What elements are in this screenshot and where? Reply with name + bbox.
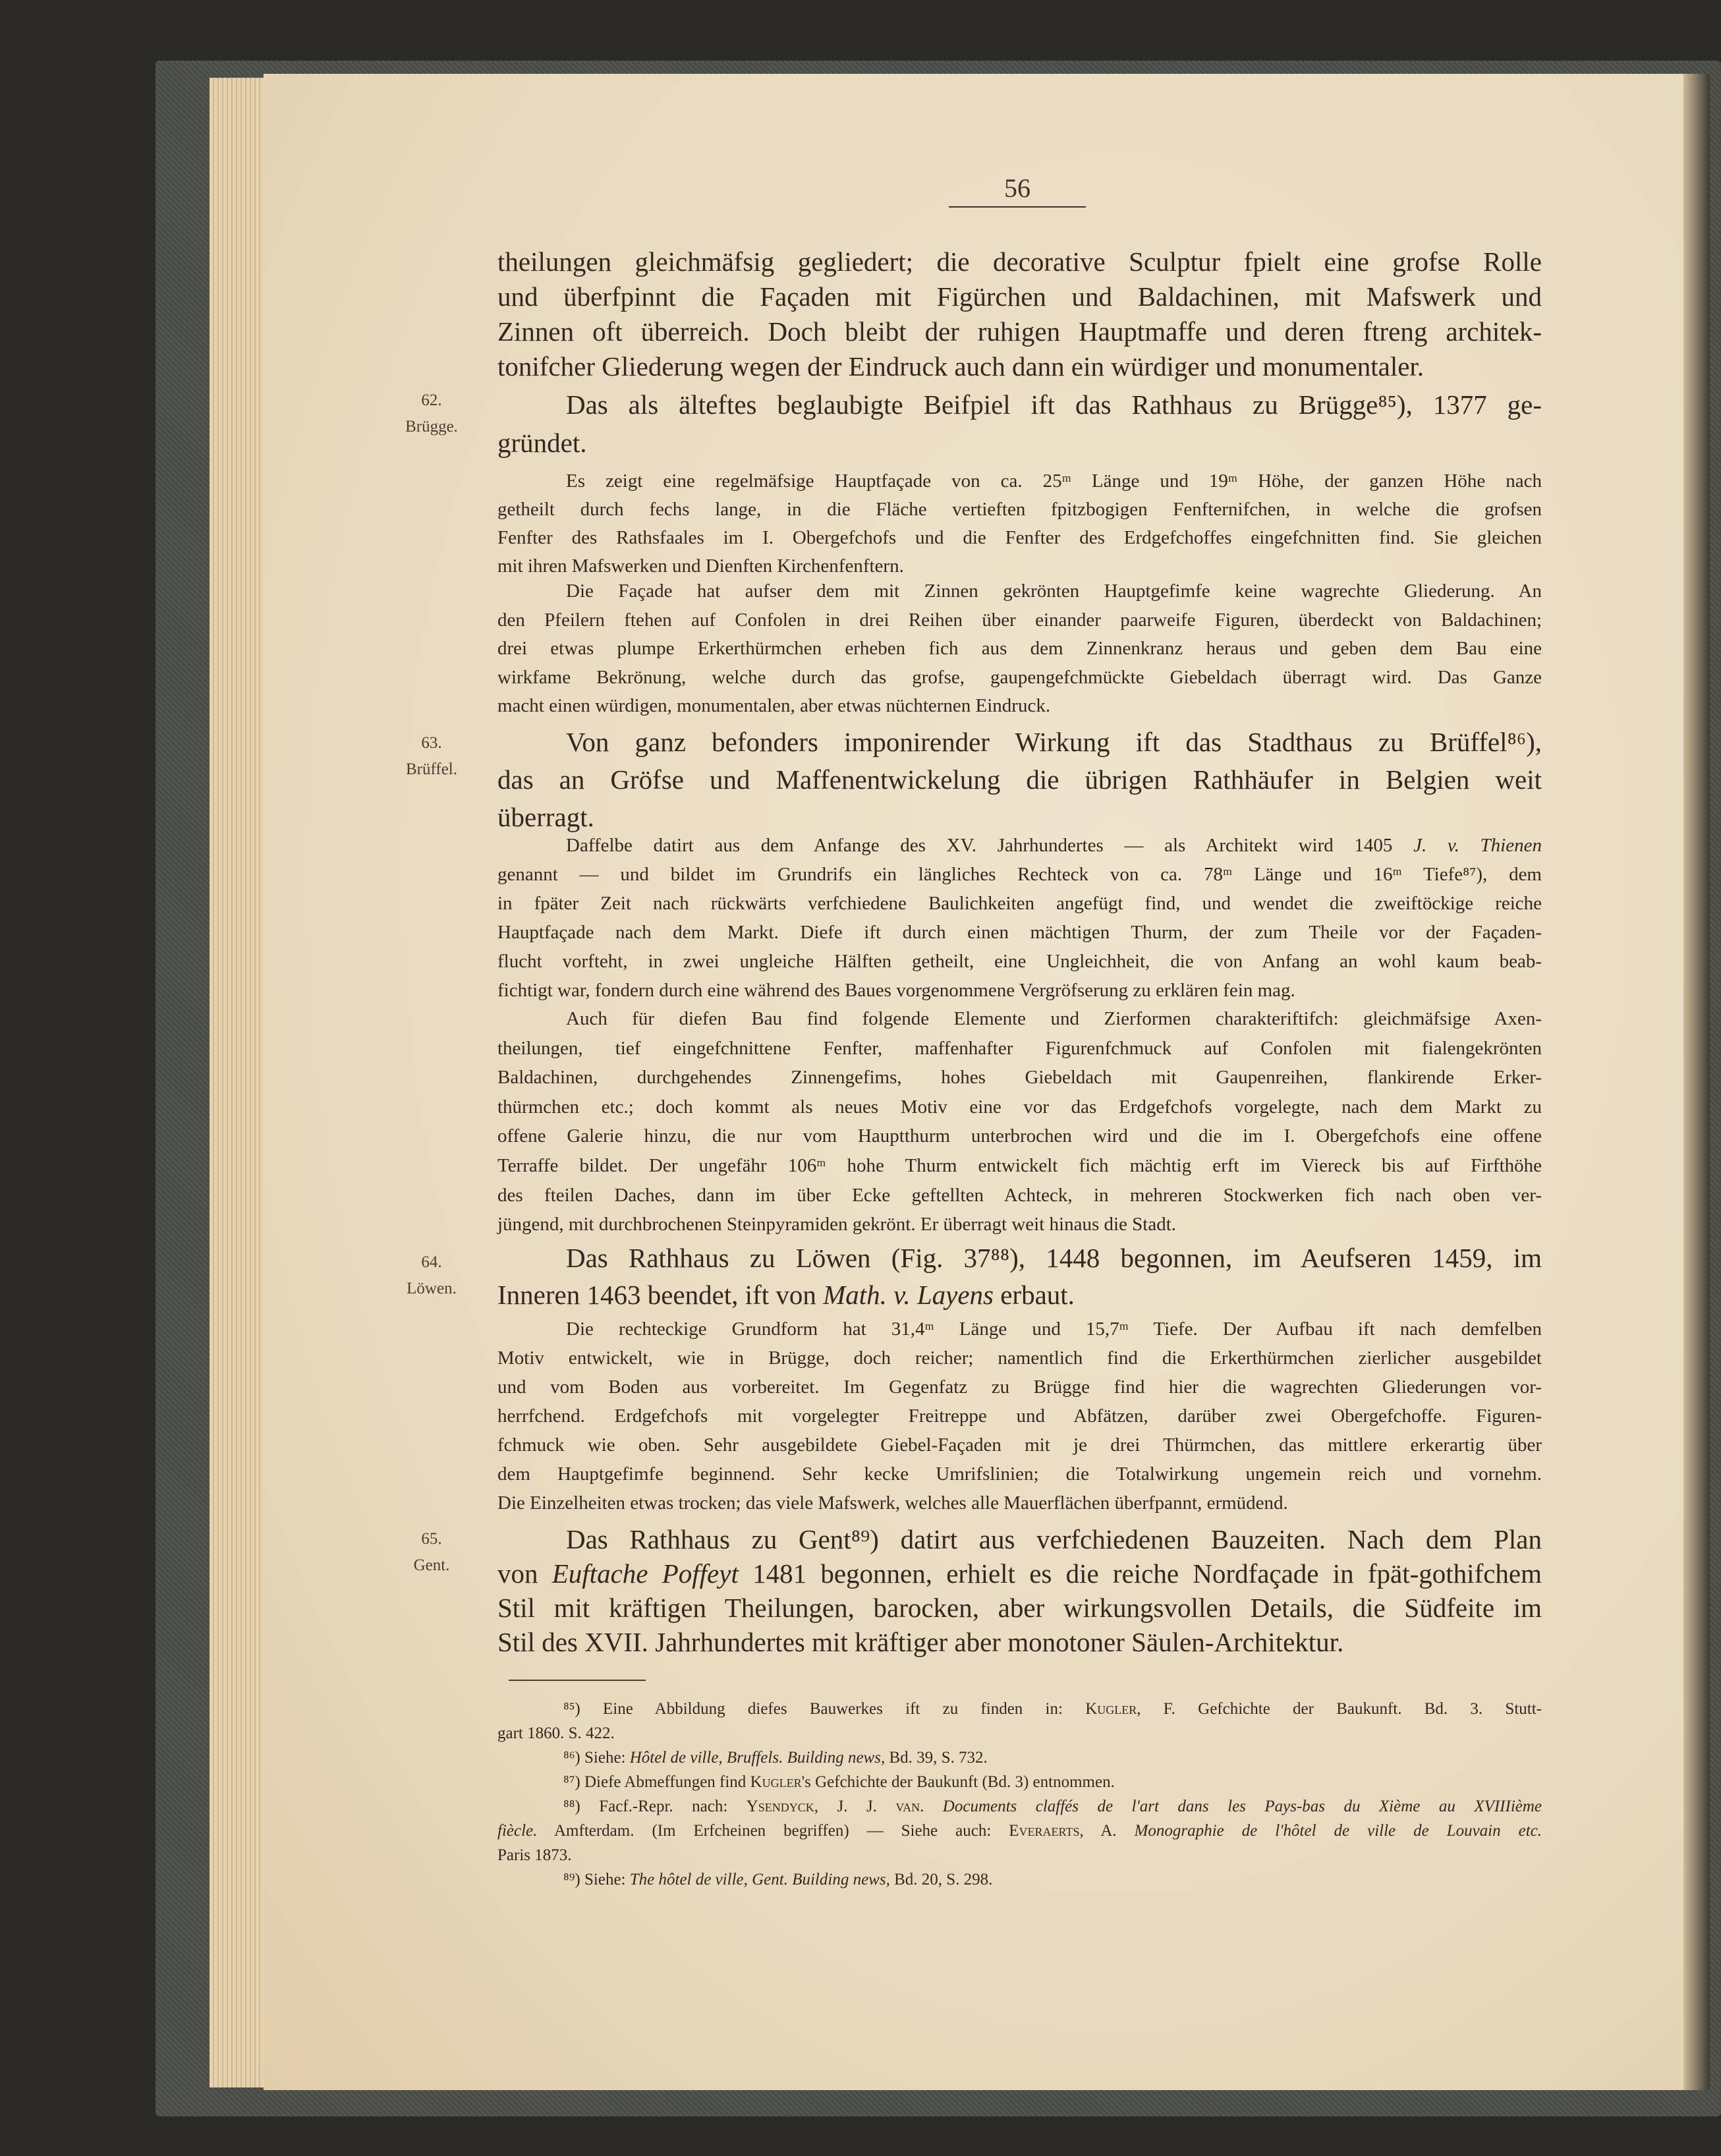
text-line: Von ganz befonders imponirender Wirkung ift das Stadthaus zu Brüffel⁸⁶),	[566, 727, 1542, 757]
text-line: und überfpinnt die Façaden mit Figürchen und Baldachinen, mit Mafswerk und	[497, 281, 1542, 312]
text-line: den Pfeilern ftehen auf Confolen in drei Reihen über einander paarweife Figuren, überdeckt von Baldachinen;	[497, 609, 1542, 631]
text-segment: , A.	[1079, 1822, 1135, 1840]
footnote-line	[497, 1794, 1542, 1819]
text-segment: Amfterdam. (Im Erfcheinen begriffen) — Siehe auch:	[537, 1822, 1009, 1840]
text-line: Die rechteckige Grundform hat 31,4ᵐ Länge und 15,7ᵐ Tiefe. Der Aufbau ift nach demfelben	[566, 1319, 1542, 1340]
margin-note-brugge	[382, 387, 481, 440]
margin-note-label: Brüffel.	[406, 760, 457, 778]
text-line: Hauptfaçade nach dem Markt. Diefe ift durch einen mächtigen Thurm, der zum Theile vor der Façaden-	[497, 922, 1542, 943]
text-line: Motiv entwickelt, wie in Brügge, doch reicher; namentlich find die Erkerthürmchen zierlicher ausgebildet	[497, 1348, 1542, 1369]
margin-note-label: Brügge.	[405, 418, 458, 436]
text-line: genannt — und bildet im Grundrifs ein längliches Rechteck von ca. 78ᵐ Länge und 16ᵐ Tiefe⁸⁷), dem	[497, 864, 1542, 885]
text-line: Das Rathhaus zu Gent⁸⁹) datirt aus verfchiedenen Bauzeiten. Nach dem Plan	[566, 1524, 1542, 1554]
text-line: Stil des XVII. Jahrhundertes mit kräftiger aber monotoner Säulen-Architektur.	[497, 1627, 1344, 1657]
footnote-line: Paris 1873.	[497, 1846, 572, 1864]
text-segment: ⁸⁹) Siehe:	[563, 1871, 630, 1888]
text-segment: ⁸⁷) Diefe Abmeffungen find	[563, 1773, 750, 1791]
italic-text: Monographie de l'hôtel de ville de Louvain etc.	[1134, 1822, 1542, 1840]
margin-note-number: 64.	[421, 1253, 442, 1271]
italic-text: Hôtel de ville, Bruffels. Building news,	[629, 1749, 886, 1767]
text-line: in fpäter Zeit nach rückwärts verfchiedene Baulichkeiten angefügt find, und wendet die zweiftöckige reiche	[497, 893, 1542, 914]
text-line: herrfchend. Erdgefchofs mit vorgelegter Freitreppe und Abfätzen, darüber zwei Obergefchoffe. Figuren-	[497, 1405, 1542, 1427]
paragraph-brugge-detail-1	[497, 467, 1542, 581]
text-line: das an Gröfse und Maffenentwickelung die übrigen Rathhäufer in Belgien weit	[497, 764, 1542, 795]
text-line: thürmchen etc.; doch kommt als neues Motiv eine vor das Erdgefchofs vorgelegte, nach dem Markt zu	[497, 1096, 1542, 1118]
italic-text: J. v. Thienen	[1413, 835, 1542, 856]
footnote-line	[497, 1697, 1542, 1721]
text-line: flucht vorfteht, in zwei ungleiche Hälften getheilt, eine Ungleichheit, die von Anfang an wohl kaum beab-	[497, 951, 1542, 972]
margin-note-number: 65.	[421, 1530, 442, 1548]
text-segment: Bd. 39, S. 732.	[885, 1749, 988, 1767]
text-segment: .	[920, 1798, 943, 1815]
text-line: macht einen würdigen, monumentalen, aber etwas nüchternen Eindruck.	[497, 695, 1051, 716]
italic-text: Documents claffés de l'art dans les Pays-bas du Xième au XVIIIième	[942, 1798, 1542, 1815]
text-line: mit ihren Mafswerken und Dienften Kirchenfenftern.	[497, 555, 904, 577]
paragraph-intro	[497, 244, 1542, 384]
text-line	[497, 1276, 1542, 1313]
text-line: Fenfter des Rathsfaales im I. Obergefchofs und die Fenfter des Erdgefchoffes eingefchnitten find. Sie gleichen	[497, 527, 1542, 548]
text-line: wirkfame Bekrönung, welche durch das grofse, gaupengefchmückte Giebeldach überragt wird. Das Ganze	[497, 666, 1542, 688]
paragraph-lowen-detail	[497, 1315, 1542, 1518]
text-segment: 1481 begonnen, erhielt es die reiche Nordfaçade in fpät-gothifchem	[738, 1558, 1542, 1589]
author-name: Kugler	[750, 1773, 802, 1791]
text-segment: erbaut.	[993, 1280, 1075, 1310]
text-line: theilungen, tief eingefchnittene Fenfter, maffenhafter Figurenfchmuck auf Confolen mit fialengekrönten	[497, 1037, 1542, 1059]
text-line: und vom Boden aus vorbereitet. Im Gegenfatz zu Brügge find hier die wagrechten Gliederungen vor-	[497, 1376, 1542, 1398]
text-line: fichtigt war, fondern durch eine während des Baues vorgenommene Vergröfserung zu erklären fein mag.	[497, 980, 1295, 1001]
text-segment: , F. Gefchichte der Baukunft. Bd. 3. Stutt-	[1137, 1700, 1542, 1718]
right-page-edge	[1683, 74, 1710, 2090]
text-line: Das als älteftes beglaubigte Beifpiel ift das Rathhaus zu Brügge⁸⁵), 1377 ge-	[566, 389, 1542, 420]
margin-note-label: Gent.	[413, 1556, 450, 1574]
text-line: Auch für diefen Bau find folgende Elemente und Zierformen charakteriftifch: gleichmäfsige Axen-	[566, 1008, 1542, 1029]
text-segment: ⁸⁵) Eine Abbildung diefes Bauwerkes ift zu finden in:	[563, 1700, 1086, 1718]
text-line: tonifcher Gliederung wegen der Eindruck auch dann ein würdiger und monumentaler.	[497, 351, 1425, 382]
paragraph-brugge-detail-2	[497, 577, 1542, 721]
text-line: Terraffe bildet. Der ungefähr 106ᵐ hohe Thurm entwickelt fich mächtig erft im Viereck bis auf Firfthöhe	[497, 1154, 1542, 1176]
text-line: Zinnen oft überreich. Doch bleibt der ruhigen Hauptmaffe und deren ftreng architek-	[497, 316, 1542, 347]
text-line: fchmuck wie oben. Sehr ausgebildete Giebel-Façaden mit je drei Thürmchen, das mittlere erkerartig über	[497, 1434, 1542, 1456]
text-segment: Bd. 20, S. 298.	[889, 1871, 993, 1888]
text-segment: Inneren 1463 beendet, ift von	[497, 1280, 824, 1310]
footnote-line	[497, 1745, 1542, 1770]
text-line: Baldachinen, durchgehendes Zinnengefims, hohes Giebeldach mit Gaupenreihen, flankirende Erker-	[497, 1067, 1542, 1089]
text-line: theilungen gleichmäfsig gegliedert; die decorative Sculptur fpielt eine grofse Rolle	[497, 246, 1542, 277]
italic-text: Euftache Poffeyt	[551, 1558, 739, 1589]
text-segment: ⁸⁶) Siehe:	[563, 1749, 630, 1767]
margin-note-lowen	[382, 1249, 481, 1302]
text-segment: , J. J.	[814, 1798, 896, 1815]
author-name: Everaerts	[1009, 1822, 1080, 1840]
text-line: Das Rathhaus zu Löwen (Fig. 37⁸⁸), 1448 begonnen, im Aeufseren 1459, im	[566, 1243, 1542, 1273]
margin-note-number: 63.	[421, 734, 442, 752]
italic-text: fiècle.	[497, 1822, 538, 1840]
author-name: Ysendyck	[746, 1798, 814, 1815]
text-line: gründet.	[497, 428, 587, 458]
text-line: jüngend, mit durchbrochenen Steinpyramiden gekrönt. Er überragt weit hinaus die Stadt.	[497, 1214, 1177, 1235]
author-name: van	[895, 1798, 920, 1815]
italic-text: The hôtel de ville, Gent. Building news,	[629, 1871, 890, 1888]
margin-note-label: Löwen.	[407, 1280, 457, 1297]
paragraph-lowen	[497, 1239, 1542, 1313]
text-line: drei etwas plumpe Erkerthürmchen erheben fich aus dem Zinnenkranz heraus und geben dem Bau eine	[497, 638, 1542, 659]
footnote-divider	[509, 1680, 646, 1681]
text-line: Es zeigt eine regelmäfsige Hauptfaçade von ca. 25ᵐ Länge und 19ᵐ Höhe, der ganzen Höhe nach	[566, 470, 1542, 492]
footnote-line	[497, 1819, 1542, 1843]
paragraph-brussel-detail-1	[497, 831, 1542, 1005]
text-line: Die Einzelheiten etwas trocken; das viele Mafswerk, welches alle Mauerflächen überfpannt, ermüdend.	[497, 1492, 1288, 1514]
margin-note-brussel	[382, 730, 481, 783]
page-number: 56	[949, 173, 1086, 208]
text-line: des fteilen Daches, dann im über Ecke geftellten Achteck, in mehreren Stockwerken fich nach oben ver-	[497, 1184, 1542, 1206]
footnote-line	[497, 1867, 1542, 1892]
text-segment: Daffelbe datirt aus dem Anfange des XV. Jahrhundertes — als Architekt wird 1405	[566, 835, 1414, 856]
text-segment: ⁸⁸) Facf.-Repr. nach:	[563, 1798, 747, 1815]
paragraph-gent	[497, 1522, 1542, 1659]
margin-note-number: 62.	[421, 391, 442, 409]
footnotes	[497, 1697, 1542, 1892]
paragraph-brugge	[497, 385, 1542, 462]
text-line: getheilt durch fechs lange, in die Fläche vertieften fpitzbogigen Fenfternifchen, in welche die grofsen	[497, 499, 1542, 520]
paragraph-brussel	[497, 723, 1542, 836]
paragraph-brussel-detail-2	[497, 1004, 1542, 1239]
text-line: dem Hauptgefimfe beginnend. Sehr kecke Umrifslinien; die Totalwirkung ungemein reich und vornehm.	[497, 1463, 1542, 1485]
text-line	[497, 831, 1542, 860]
text-segment: von	[497, 1558, 552, 1589]
author-name: Kugler	[1085, 1700, 1137, 1718]
italic-text: Math. v. Layens	[823, 1280, 994, 1310]
text-line: Stil mit kräftigen Theilungen, barocken, aber wirkungsvollen Details, die Südfeite im	[497, 1593, 1542, 1623]
text-line: offene Galerie hinzu, die nur vom Hauptthurm unterbrochen wird und die im I. Obergefchofs eine offene	[497, 1125, 1542, 1147]
footnote-line	[497, 1770, 1542, 1794]
margin-note-gent	[382, 1526, 481, 1579]
text-line	[497, 1556, 1542, 1591]
text-line: Die Façade hat aufser dem mit Zinnen gekrönten Hauptgefimfe keine wagrechte Gliederung. An	[566, 581, 1542, 602]
footnote-line: gart 1860. S. 422.	[497, 1724, 615, 1742]
text-line: überragt.	[497, 802, 594, 832]
text-segment: 's Gefchichte der Baukunft (Bd. 3) entnommen.	[801, 1773, 1115, 1791]
